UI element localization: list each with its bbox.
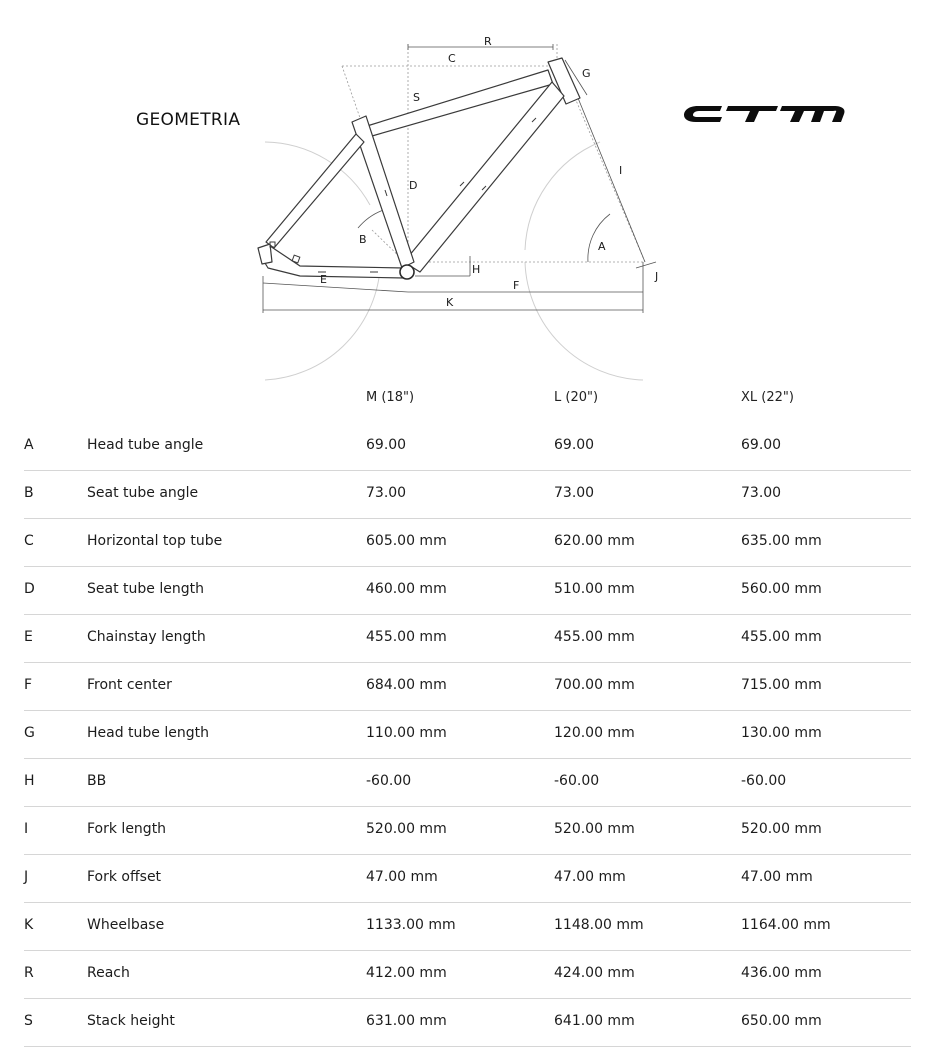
value-l: 120.00 mm — [554, 725, 635, 741]
label-C: C — [448, 52, 456, 65]
value-l: 424.00 mm — [554, 965, 635, 981]
row-name: Chainstay length — [87, 629, 206, 645]
value-xl: 47.00 mm — [741, 869, 813, 885]
value-l: 520.00 mm — [554, 821, 635, 837]
row-code: B — [24, 485, 34, 501]
row-name: Seat tube length — [87, 581, 204, 597]
label-S: S — [413, 91, 420, 104]
value-m: 460.00 mm — [366, 581, 447, 597]
table-row — [24, 999, 911, 1047]
value-l: 73.00 — [554, 485, 595, 501]
table-row — [24, 807, 911, 855]
value-m: 631.00 mm — [366, 1013, 447, 1029]
value-l: 700.00 mm — [554, 677, 635, 693]
value-xl: 520.00 mm — [741, 821, 822, 837]
row-name: Front center — [87, 677, 172, 693]
row-code: R — [24, 965, 34, 981]
table-row — [24, 663, 911, 711]
table-row — [24, 711, 911, 759]
row-name: Horizontal top tube — [87, 533, 223, 549]
value-l: -60.00 — [554, 773, 600, 789]
value-xl: -60.00 — [741, 773, 787, 789]
label-A: A — [598, 240, 606, 253]
label-R: R — [484, 35, 492, 48]
label-D: D — [409, 179, 418, 192]
table-row — [24, 615, 911, 663]
value-m: 69.00 — [366, 437, 407, 453]
value-l: 455.00 mm — [554, 629, 635, 645]
table-row — [24, 471, 911, 519]
value-m: 1133.00 mm — [366, 917, 456, 933]
row-name: Seat tube angle — [87, 485, 199, 501]
value-xl: 650.00 mm — [741, 1013, 822, 1029]
column-header-m: M (18") — [366, 390, 415, 405]
value-xl: 436.00 mm — [741, 965, 822, 981]
row-code: S — [24, 1013, 33, 1029]
value-xl: 73.00 — [741, 485, 782, 501]
value-m: 455.00 mm — [366, 629, 447, 645]
value-m: -60.00 — [366, 773, 412, 789]
row-name: Head tube length — [87, 725, 209, 741]
row-name: Stack height — [87, 1013, 175, 1029]
label-H: H — [472, 263, 481, 276]
row-code: A — [24, 437, 34, 453]
label-E: E — [320, 273, 327, 286]
label-J: J — [655, 270, 659, 283]
bottom-bracket — [400, 265, 414, 279]
value-m: 684.00 mm — [366, 677, 447, 693]
label-B: B — [359, 233, 367, 246]
geometry-diagram — [0, 0, 928, 390]
row-name: BB — [87, 773, 107, 789]
front-wheel — [525, 142, 643, 380]
column-header-xl: XL (22") — [741, 390, 794, 405]
table-row — [24, 423, 911, 471]
value-m: 47.00 mm — [366, 869, 438, 885]
row-code: C — [24, 533, 34, 549]
row-code: I — [24, 821, 29, 837]
row-name: Fork length — [87, 821, 167, 837]
value-xl: 635.00 mm — [741, 533, 822, 549]
value-m: 73.00 — [366, 485, 407, 501]
table-row — [24, 567, 911, 615]
size-column-headers — [0, 387, 928, 411]
geometry-table — [24, 423, 911, 1047]
value-l: 641.00 mm — [554, 1013, 635, 1029]
value-m: 605.00 mm — [366, 533, 447, 549]
value-xl: 560.00 mm — [741, 581, 822, 597]
value-xl: 455.00 mm — [741, 629, 822, 645]
label-I: I — [619, 164, 623, 177]
row-code: D — [24, 581, 35, 597]
row-name: Head tube angle — [87, 437, 204, 453]
value-xl: 69.00 — [741, 437, 782, 453]
row-code: E — [24, 629, 33, 645]
row-code: F — [24, 677, 33, 693]
value-m: 110.00 mm — [366, 725, 447, 741]
value-l: 510.00 mm — [554, 581, 635, 597]
table-row — [24, 519, 911, 567]
value-m: 412.00 mm — [366, 965, 447, 981]
value-xl: 130.00 mm — [741, 725, 822, 741]
row-code: K — [24, 917, 34, 933]
value-xl: 715.00 mm — [741, 677, 822, 693]
value-l: 1148.00 mm — [554, 917, 644, 933]
page-title: GEOMETRIA — [136, 110, 241, 130]
column-header-l: L (20") — [554, 390, 599, 405]
value-l: 47.00 mm — [554, 869, 626, 885]
label-K: K — [446, 296, 454, 309]
row-name: Wheelbase — [87, 917, 165, 933]
value-xl: 1164.00 mm — [741, 917, 831, 933]
value-l: 69.00 — [554, 437, 595, 453]
value-m: 520.00 mm — [366, 821, 447, 837]
row-name: Fork offset — [87, 869, 162, 885]
value-l: 620.00 mm — [554, 533, 635, 549]
label-F: F — [513, 279, 520, 292]
table-row — [24, 855, 911, 903]
table-row — [24, 903, 911, 951]
table-row — [24, 951, 911, 999]
row-code: J — [24, 869, 29, 885]
row-code: G — [24, 725, 35, 741]
row-code: H — [24, 773, 35, 789]
row-name: Reach — [87, 965, 130, 981]
table-row — [24, 759, 911, 807]
label-G: G — [582, 67, 591, 80]
